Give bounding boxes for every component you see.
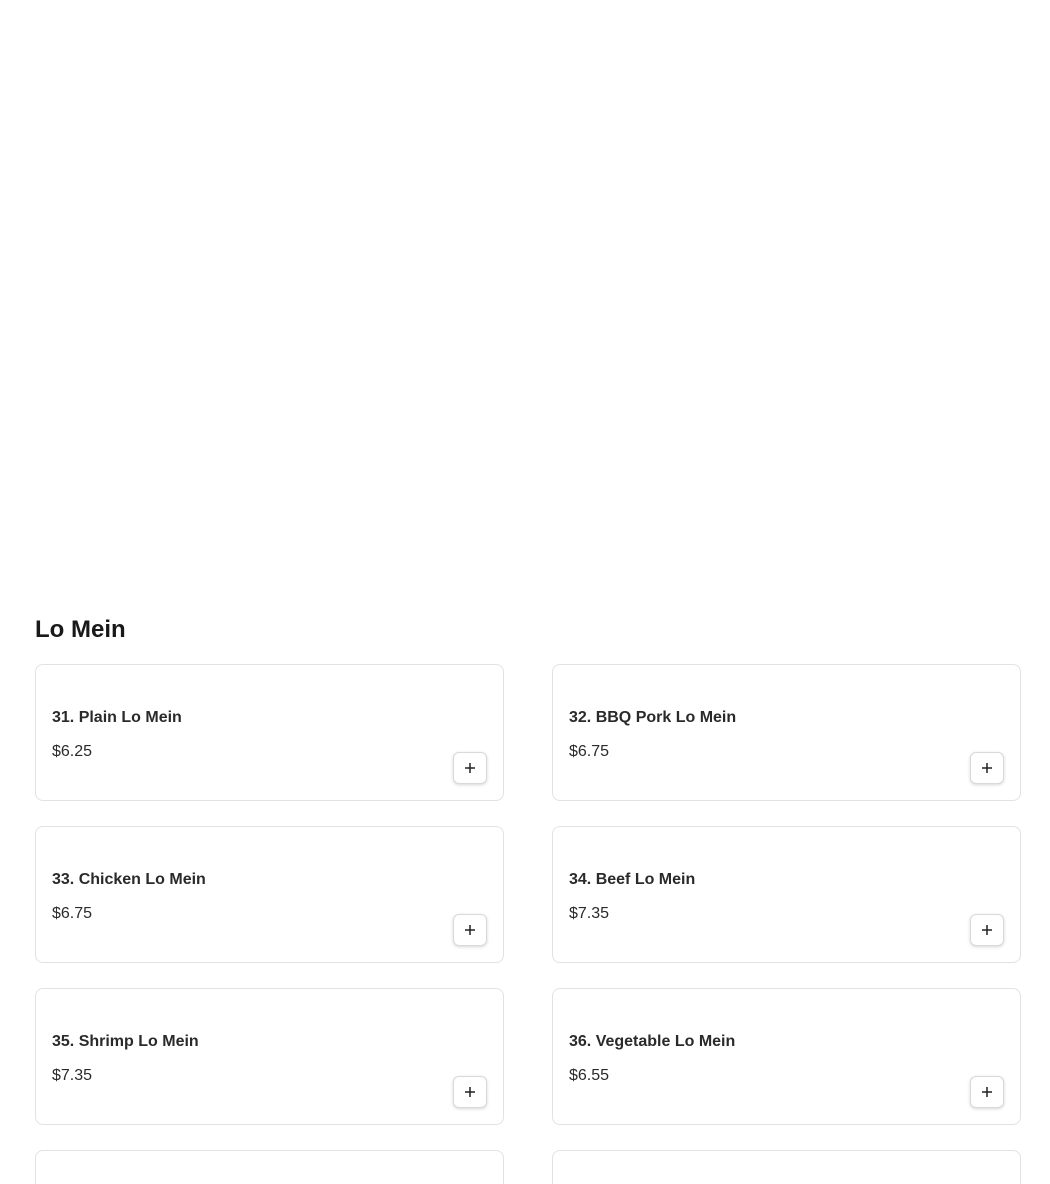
menu-item-card[interactable] (552, 1150, 1021, 1184)
menu-item-price: $6.55 (569, 1067, 610, 1084)
menu-item-price: $6.25 (52, 743, 93, 760)
menu-item-name: 35. Shrimp Lo Mein (52, 1033, 199, 1050)
menu-items-grid (35, 664, 1021, 1184)
menu-item-price: $7.35 (52, 1067, 93, 1084)
plus-icon (464, 924, 476, 936)
menu-item-price: $6.75 (52, 905, 93, 922)
menu-item-name: 34. Beef Lo Mein (569, 871, 696, 888)
add-item-button[interactable] (453, 1076, 487, 1108)
menu-item-card[interactable] (552, 826, 1021, 963)
menu-item-name: 31. Plain Lo Mein (52, 709, 182, 726)
add-item-button[interactable] (970, 1076, 1004, 1108)
menu-item-name: 33. Chicken Lo Mein (52, 871, 206, 888)
plus-icon (981, 924, 993, 936)
plus-icon (464, 762, 476, 774)
menu-item-card[interactable] (552, 664, 1021, 801)
add-item-button[interactable] (970, 752, 1004, 784)
add-item-button[interactable] (453, 752, 487, 784)
menu-item-card[interactable] (35, 826, 504, 963)
menu-item-price: $7.35 (569, 905, 610, 922)
plus-icon (464, 1086, 476, 1098)
plus-icon (981, 762, 993, 774)
add-item-button[interactable] (453, 914, 487, 946)
menu-item-card[interactable] (35, 664, 504, 801)
menu-item-name: 32. BBQ Pork Lo Mein (569, 709, 737, 726)
menu-item-card[interactable] (552, 988, 1021, 1125)
section-title: Lo Mein (35, 616, 126, 643)
menu-item-card[interactable] (35, 1150, 504, 1184)
add-item-button[interactable] (970, 914, 1004, 946)
menu-item-price: $6.75 (569, 743, 610, 760)
menu-item-name: 36. Vegetable Lo Mein (569, 1033, 736, 1050)
plus-icon (981, 1086, 993, 1098)
menu-item-card[interactable] (35, 988, 504, 1125)
